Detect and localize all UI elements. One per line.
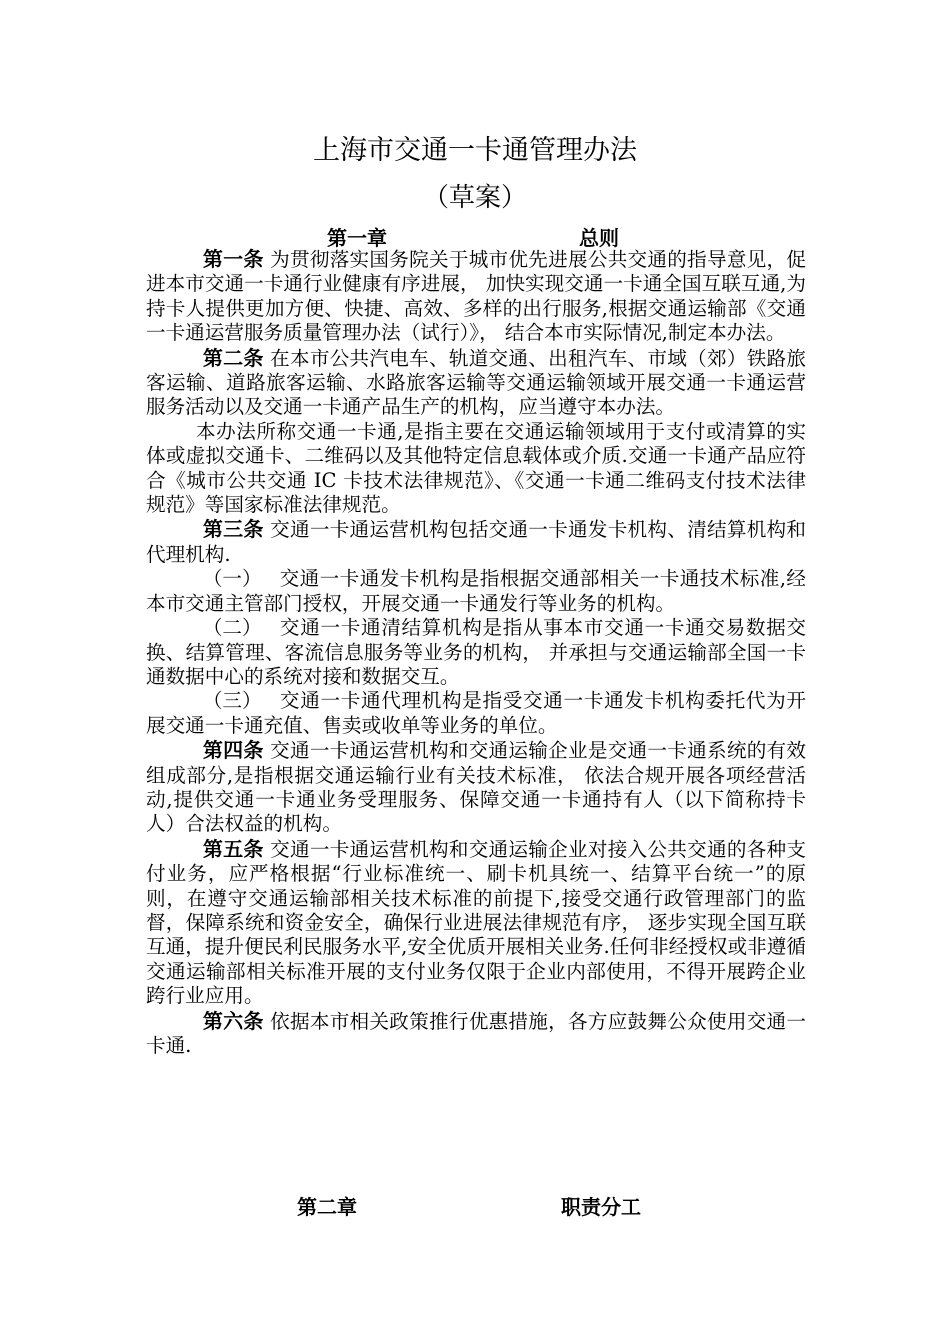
article-3-item-3-text: 交通一卡通代理机构是指受交通一卡通发卡机构委托代为开展交通一卡通充值、售卖或收单等业务的单位。 [146,689,806,737]
article-5 [146,837,806,1009]
chapter-2-name: 职责分工 [561,1195,641,1219]
article-4-number: 第四条 [202,738,264,763]
article-3-item-3-number: （三） [202,689,262,713]
article-6-text: 依据本市相关政策推行优惠措施，各方应鼓舞公众使用交通一卡通. [146,1009,807,1057]
article-3-item-2 [146,616,806,689]
article-3-text: 交通一卡通运营机构包括交通一卡通发卡机构、清结算机构和代理机构. [146,518,807,566]
article-3-item-1-number: （一） [202,567,262,591]
article-2-paragraph-2 [146,420,806,518]
article-4 [146,738,806,837]
document-title: 上海市交通一卡通管理办法 [313,135,637,166]
article-6 [146,1009,806,1059]
article-6-number: 第六条 [202,1008,264,1033]
article-2-paragraph-2-text: 本办法所称交通一卡通,是指主要在交通运输领域用于支付或清算的实体或虚拟交通卡、二维码以及其他特定信息载体或介质.交通一卡通产品应符合《城市公共交通 IC 卡技术法律规范》、《交通一卡通二维码支付技术法律规范》等国家标准法律规范。 [146,419,806,517]
article-3-number: 第三条 [202,517,264,542]
article-3-item-3 [146,689,806,738]
article-2-number: 第二条 [202,345,264,370]
article-3-item-2-number: （二） [202,616,262,640]
article-1-number: 第一条 [202,247,264,271]
article-5-number: 第五条 [202,836,264,861]
article-1-text: 为贯彻落实国务院关于城市优先进展公共交通的指导意见，促进本市交通一卡通行业健康有序进展， 加快实现交通一卡通全国互联互通,为持卡人提供更加方便、快捷、高效、多样的出行服务,根据交通运输部《交通一卡通运营服务质量管理办法（试行）》， 结合本市实际情况,制定本办法。 [146,248,807,345]
document-body [146,247,806,1058]
chapter-2-number: 第二章 [297,1195,357,1219]
article-3 [146,517,806,567]
article-2-text: 在本市公共汽电车、轨道交通、出租汽车、市域（郊）铁路旅客运输、道路旅客运输、水路旅客运输等交通运输领域开展交通一卡通运营服务活动以及交通一卡通产品生产的机构，应当遵守本办法。 [146,346,807,419]
article-3-item-1 [146,567,806,616]
article-4-text: 交通一卡通运营机构和交通运输企业是交通一卡通系统的有效组成部分,是指根据交通运输行业有关技术标准， 依法合规开展各项经营活动,提供交通一卡通业务受理服务、保障交通一卡通持有人（以下简称持卡人）合法权益的机构。 [146,739,807,836]
article-5-text: 交通一卡通运营机构和交通运输企业对接入公共交通的各种支付业务，应严格根据“行业标准统一、刷卡机具统一、结算平台统一”的原则，在遵守交通运输部相关技术标准的前提下,接受交通行政管理部门的监督，保障系统和资金安全，确保行业进展法律规范有序， 逐步实现全国互联互通，提升便民利民服务水平,安全优质开展相关业务.任何非经授权或非遵循交通运输部相关标准开展的支付业务仅限于企业内部使用，不得开展跨企业跨行业应用。 [146,837,807,1008]
article-3-item-1-text: 交通一卡通发卡机构是指根据交通部相关一卡通技术标准,经本市交通主管部门授权，开展交通一卡通发行等业务的机构。 [146,567,806,615]
document-subtitle: （草案） [422,183,527,213]
chapter-1-number: 第一章 [327,226,387,250]
chapter-1-name: 总则 [579,226,619,250]
article-2 [146,346,806,420]
article-1 [146,247,806,346]
article-3-item-2-text: 交通一卡通清结算机构是指从事本市交通一卡通交易数据交换、结算管理、客流信息服务等业务的机构， 并承担与交通运输部全国一卡通数据中心的系统对接和数据交互。 [146,616,806,688]
